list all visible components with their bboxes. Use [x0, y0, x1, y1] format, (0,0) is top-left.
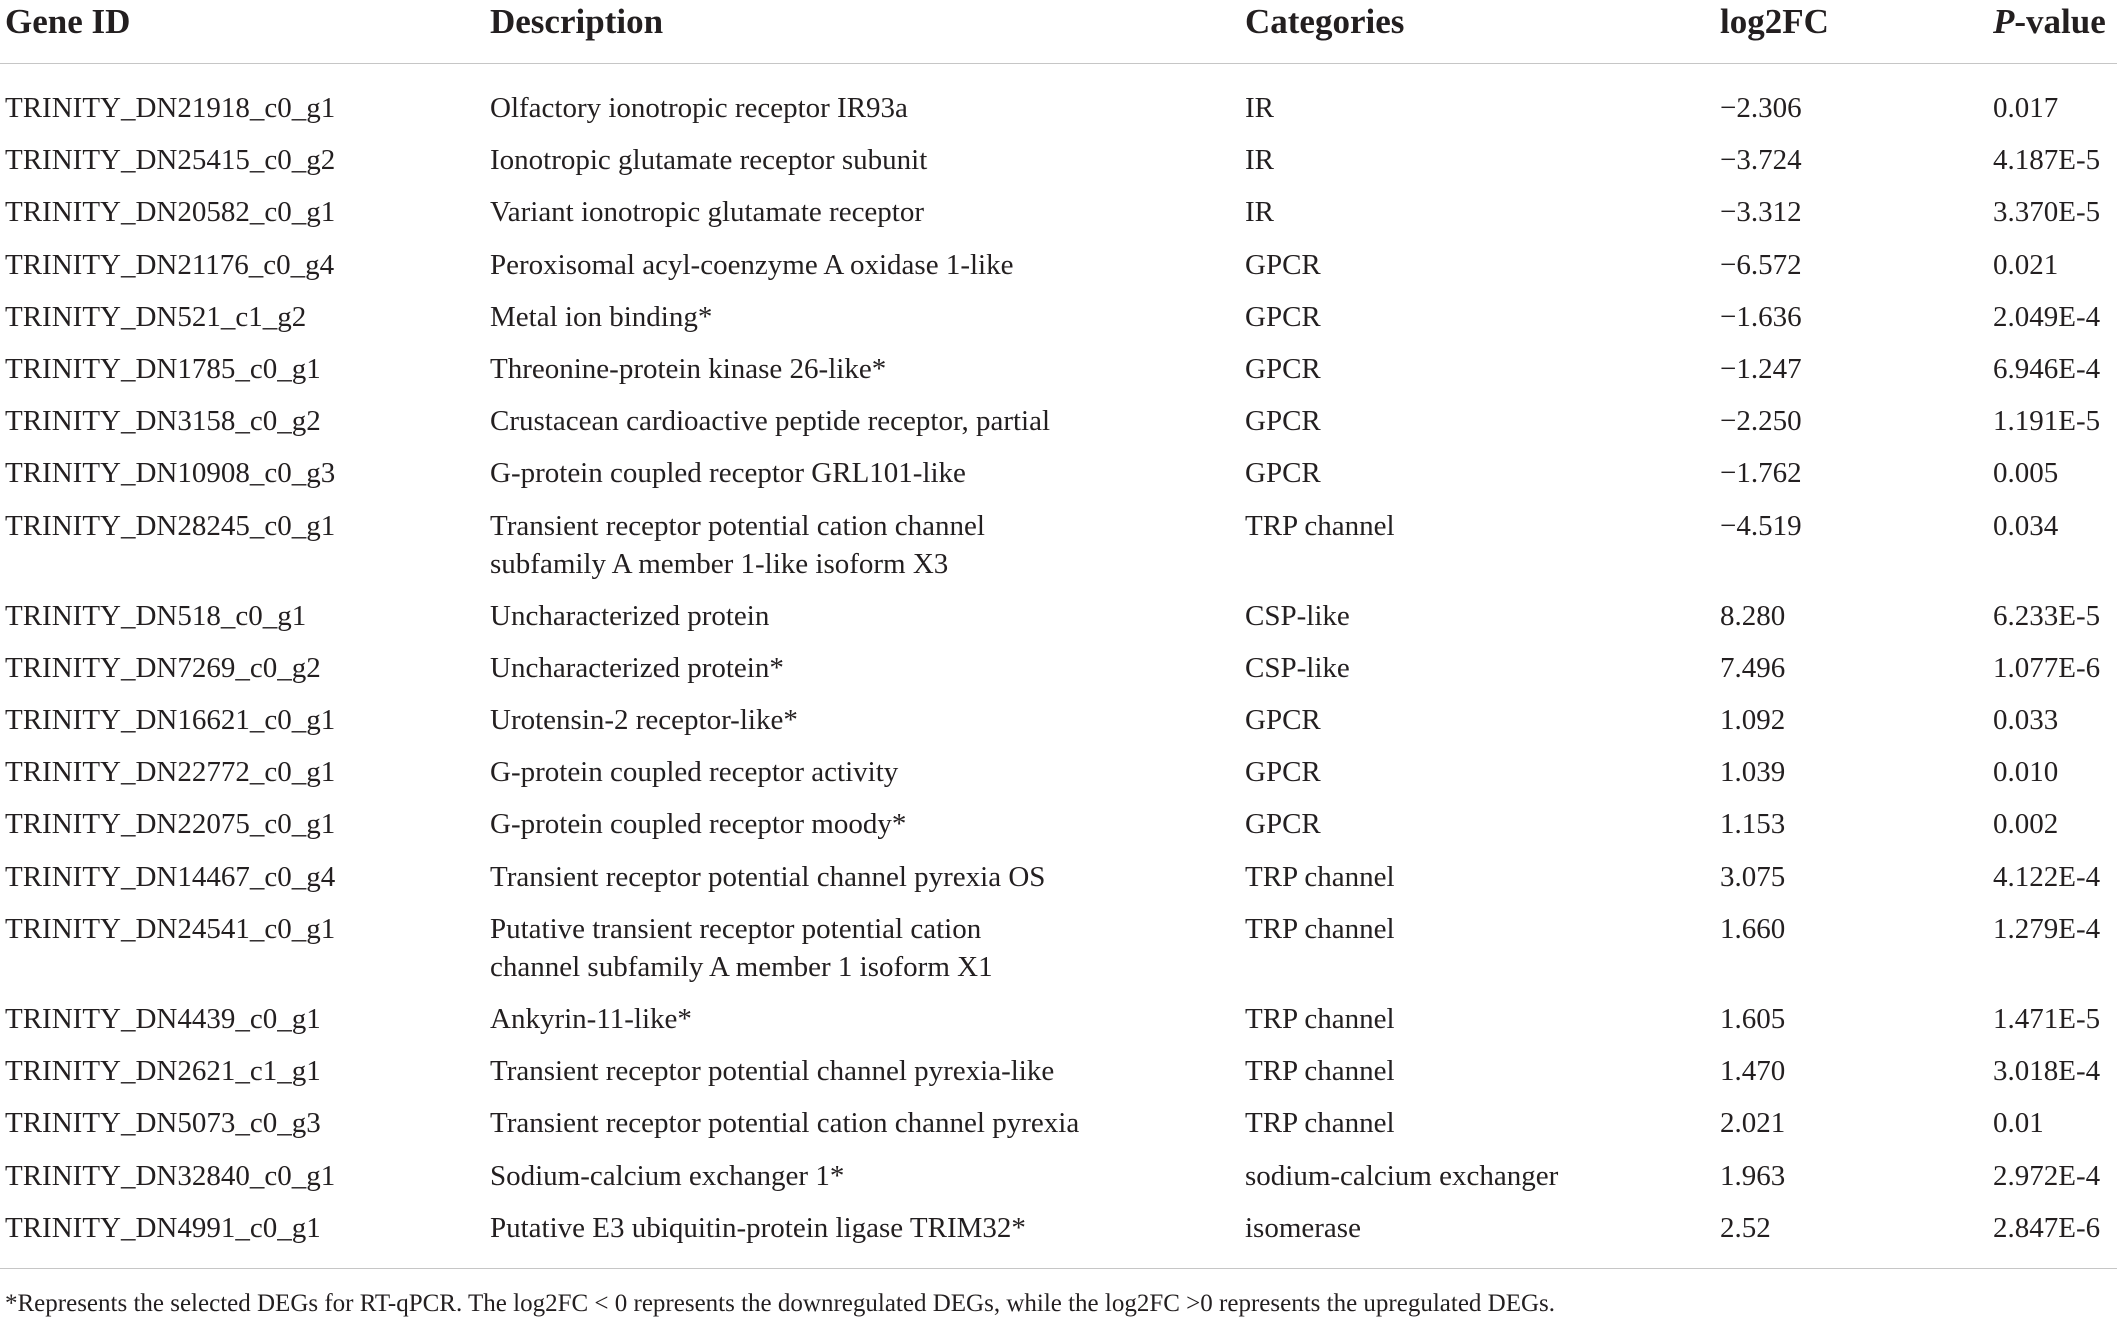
p-value-cell: 6.946E-4	[1993, 352, 2101, 385]
category-cell: TRP channel	[1245, 1055, 1395, 1088]
table-row	[0, 694, 2117, 746]
p-value-cell: 1.279E-4	[1993, 912, 2101, 945]
gene-id-cell: TRINITY_DN1785_c0_g1	[5, 352, 321, 385]
description-cell: Transient receptor potential channel pyrexia-like	[490, 1055, 1055, 1088]
log2fc-cell: −1.762	[1720, 457, 1802, 490]
table-body	[0, 82, 2117, 1254]
category-cell: isomerase	[1245, 1211, 1361, 1244]
gene-id-cell: TRINITY_DN22075_c0_g1	[5, 808, 336, 841]
category-cell: sodium-calcium exchanger	[1245, 1159, 1559, 1192]
description-cell: G-protein coupled receptor moody*	[490, 808, 907, 841]
gene-id-cell: TRINITY_DN521_c1_g2	[5, 300, 307, 333]
p-value-cell: 0.01	[1993, 1107, 2044, 1140]
table-row	[0, 239, 2117, 291]
p-value-cell: 4.122E-4	[1993, 860, 2101, 893]
description-cell: G-protein coupled receptor activity	[490, 756, 899, 789]
table-row	[0, 851, 2117, 903]
log2fc-cell: −1.247	[1720, 352, 1802, 385]
description-cell: Olfactory ionotropic receptor IR93a	[490, 92, 908, 124]
table-row	[0, 134, 2117, 186]
p-value-cell: 4.187E-5	[1993, 144, 2101, 177]
p-value-cell: 3.018E-4	[1993, 1055, 2101, 1088]
table-row	[0, 1202, 2117, 1254]
table-row	[0, 447, 2117, 499]
description-cell: Variant ionotropic glutamate receptor	[490, 196, 925, 229]
gene-id-cell: TRINITY_DN4439_c0_g1	[5, 1003, 321, 1035]
log2fc-cell: 7.496	[1720, 651, 1786, 684]
p-value-cell: 0.033	[1993, 704, 2059, 737]
log2fc-cell: −3.312	[1720, 196, 1802, 229]
category-cell: GPCR	[1245, 248, 1321, 281]
p-value-cell: 0.017	[1993, 92, 2059, 124]
description-cell: G-protein coupled receptor GRL101-like	[490, 457, 966, 490]
header-description: Description	[490, 2, 664, 41]
log2fc-cell: 2.52	[1720, 1211, 1771, 1244]
log2fc-cell: −1.636	[1720, 300, 1802, 333]
gene-id-cell: TRINITY_DN5073_c0_g3	[5, 1107, 321, 1140]
gene-id-cell: TRINITY_DN21918_c0_g1	[5, 92, 336, 124]
gene-id-cell: TRINITY_DN25415_c0_g2	[5, 144, 336, 177]
table-row	[0, 993, 2117, 1045]
p-value-cell: 6.233E-5	[1993, 599, 2101, 632]
description-cell: Uncharacterized protein	[490, 599, 770, 632]
p-value-cell: 2.972E-4	[1993, 1159, 2101, 1192]
gene-id-cell: TRINITY_DN14467_c0_g4	[5, 860, 336, 893]
description-cell: Transient receptor potential cation channel pyrexia	[490, 1107, 1080, 1140]
category-cell: TRP channel	[1245, 1107, 1395, 1140]
gene-id-cell: TRINITY_DN3158_c0_g2	[5, 405, 321, 438]
gene-id-cell: TRINITY_DN518_c0_g1	[5, 599, 307, 632]
log2fc-cell: −3.724	[1720, 144, 1802, 177]
log2fc-cell: 1.605	[1720, 1003, 1786, 1035]
table-row	[0, 500, 2117, 590]
table-row	[0, 903, 2117, 993]
category-cell: GPCR	[1245, 352, 1321, 385]
p-value-cell: 2.847E-6	[1993, 1211, 2101, 1244]
header-p-value: P-value	[1993, 2, 2106, 41]
category-cell: CSP-like	[1245, 599, 1350, 632]
log2fc-cell: −4.519	[1720, 509, 1802, 542]
log2fc-cell: 2.021	[1720, 1107, 1786, 1140]
table-header	[0, 0, 2117, 64]
gene-id-cell: TRINITY_DN2621_c1_g1	[5, 1055, 321, 1088]
log2fc-cell: 1.039	[1720, 756, 1786, 789]
description-cell: Threonine-protein kinase 26-like*	[490, 352, 887, 385]
description-cell: Ionotropic glutamate receptor subunit	[490, 144, 928, 177]
category-cell: GPCR	[1245, 300, 1321, 333]
description-cell: Transient receptor potential channel pyrexia OS	[490, 860, 1046, 893]
table-row	[0, 642, 2117, 694]
category-cell: GPCR	[1245, 405, 1321, 438]
gene-id-cell: TRINITY_DN16621_c0_g1	[5, 704, 336, 737]
category-cell: IR	[1245, 196, 1274, 229]
description-cell: Ankyrin-11-like*	[490, 1003, 692, 1035]
category-cell: IR	[1245, 92, 1274, 124]
description-cell: Urotensin-2 receptor-like*	[490, 704, 798, 737]
table-row	[0, 1150, 2117, 1202]
description-cell: Metal ion binding*	[490, 300, 713, 333]
table-row	[0, 395, 2117, 447]
category-cell: TRP channel	[1245, 912, 1395, 945]
description-cell: Peroxisomal acyl-coenzyme A oxidase 1-like	[490, 248, 1014, 281]
gene-id-cell: TRINITY_DN24541_c0_g1	[5, 912, 336, 945]
p-value-cell: 0.002	[1993, 808, 2059, 841]
category-cell: GPCR	[1245, 808, 1321, 841]
table-row	[0, 798, 2117, 850]
log2fc-cell: 1.963	[1720, 1159, 1786, 1192]
description-cell: Transient receptor potential cation channel subfamily A member 1-like isoform X3	[490, 509, 985, 580]
p-value-cell: 0.034	[1993, 509, 2059, 542]
log2fc-cell: 1.153	[1720, 808, 1786, 841]
log2fc-cell: −2.250	[1720, 405, 1802, 438]
log2fc-cell: 1.470	[1720, 1055, 1786, 1088]
table-row	[0, 746, 2117, 798]
table-bottom-rule	[0, 1268, 2117, 1269]
p-value-cell: 0.010	[1993, 756, 2059, 789]
p-value-cell: 0.021	[1993, 248, 2059, 281]
gene-id-cell: TRINITY_DN32840_c0_g1	[5, 1159, 336, 1192]
category-cell: GPCR	[1245, 457, 1321, 490]
p-value-cell: 0.005	[1993, 457, 2059, 490]
gene-id-cell: TRINITY_DN10908_c0_g3	[5, 457, 336, 490]
table-row	[0, 1097, 2117, 1149]
p-value-cell: 1.191E-5	[1993, 405, 2101, 438]
category-cell: TRP channel	[1245, 1003, 1395, 1035]
table-row	[0, 1045, 2117, 1097]
category-cell: GPCR	[1245, 704, 1321, 737]
table-footnote: *Represents the selected DEGs for RT-qPCR. The log2FC < 0 represents the downregulated DEGs, while the log2FC >0 represents the upregulated DEGs.	[5, 1290, 1556, 1317]
log2fc-cell: 1.660	[1720, 912, 1786, 945]
description-cell: Uncharacterized protein*	[490, 651, 784, 684]
description-cell: Putative E3 ubiquitin-protein ligase TRIM32*	[490, 1211, 1026, 1244]
table-row	[0, 343, 2117, 395]
log2fc-cell: 3.075	[1720, 860, 1786, 893]
category-cell: GPCR	[1245, 756, 1321, 789]
log2fc-cell: −2.306	[1720, 92, 1802, 124]
description-cell: Putative transient receptor potential cation channel subfamily A member 1 isoform X1	[490, 912, 993, 983]
category-cell: IR	[1245, 144, 1274, 177]
p-value-cell: 1.471E-5	[1993, 1003, 2101, 1035]
gene-id-cell: TRINITY_DN22772_c0_g1	[5, 756, 336, 789]
table-row	[0, 291, 2117, 343]
header-log2fc: log2FC	[1720, 2, 1829, 41]
category-cell: TRP channel	[1245, 509, 1395, 542]
p-value-cell: 3.370E-5	[1993, 196, 2101, 229]
gene-id-cell: TRINITY_DN28245_c0_g1	[5, 509, 336, 542]
p-value-cell: 2.049E-4	[1993, 300, 2101, 333]
log2fc-cell: −6.572	[1720, 248, 1802, 281]
table-row	[0, 186, 2117, 238]
log2fc-cell: 1.092	[1720, 704, 1786, 737]
table-row	[0, 590, 2117, 642]
p-value-cell: 1.077E-6	[1993, 651, 2101, 684]
log2fc-cell: 8.280	[1720, 599, 1786, 632]
description-cell: Crustacean cardioactive peptide receptor, partial	[490, 405, 1051, 438]
gene-id-cell: TRINITY_DN21176_c0_g4	[5, 248, 335, 281]
gene-id-cell: TRINITY_DN20582_c0_g1	[5, 196, 336, 229]
header-gene-id: Gene ID	[5, 2, 131, 41]
description-cell: Sodium-calcium exchanger 1*	[490, 1159, 845, 1192]
header-categories: Categories	[1245, 2, 1405, 41]
gene-id-cell: TRINITY_DN7269_c0_g2	[5, 651, 321, 684]
table-row	[0, 82, 2117, 134]
category-cell: TRP channel	[1245, 860, 1395, 893]
gene-id-cell: TRINITY_DN4991_c0_g1	[5, 1211, 321, 1244]
category-cell: CSP-like	[1245, 651, 1350, 684]
